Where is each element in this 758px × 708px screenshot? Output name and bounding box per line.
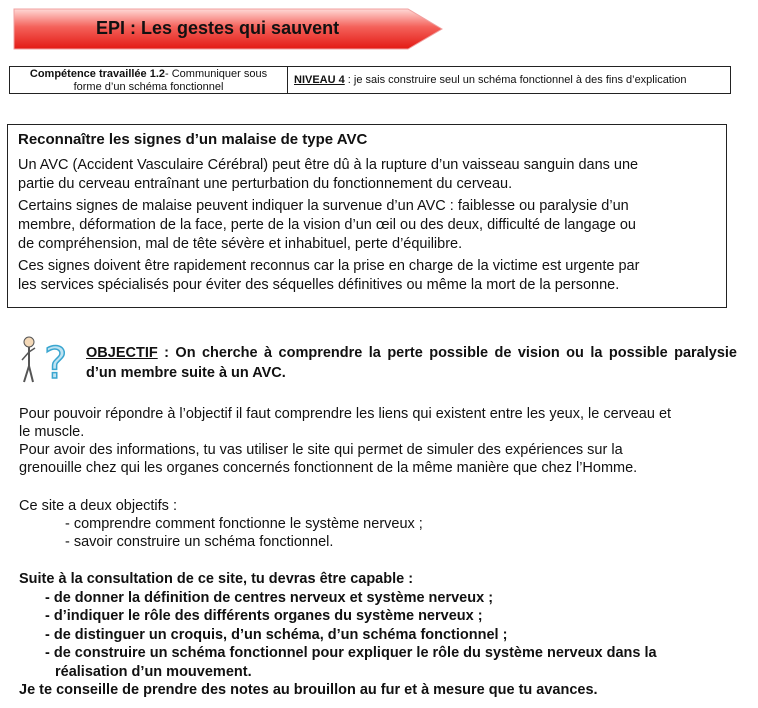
objective-label: OBJECTIF — [86, 345, 158, 361]
competence-cell — [10, 67, 288, 93]
site-heading: Ce site a deux objectifs : — [19, 498, 177, 514]
thinking-person-icon — [18, 334, 80, 386]
competence-text: - Communiquer sous — [165, 68, 268, 80]
capability-item-4-cont: réalisation d’un mouvement. — [55, 663, 252, 680]
capability-item-1: - de donner la définition de centres nerveux et système nerveux ; — [45, 589, 494, 606]
avc-paragraph-3 — [18, 257, 716, 295]
avc-p2-line2: membre, déformation de la face, perte de la vision d’un œil ou des deux, difficulté de langage ou — [18, 217, 636, 233]
capability-item-2: - d’indiquer le rôle des différents organes du système nerveux ; — [45, 608, 483, 624]
avc-p3-line1: Ces signes doivent être rapidement reconnus car la prise en charge de la victime est urgente par — [18, 258, 640, 274]
intro-line4: grenouille chez qui les organes concernés fonctionnent de la même manière que chez l’Homme. — [19, 460, 638, 476]
advice-text: Je te conseille de prendre des notes au brouillon au fur et à mesure que tu avances. — [19, 682, 598, 698]
intro-paragraph — [19, 405, 741, 477]
avc-p1-line1: Un AVC (Accident Vasculaire Cérébral) peut être dû à la rupture d’un vaisseau sanguin dans une — [18, 157, 639, 173]
avc-p1-line2: partie du cerveau entraînant une perturbation du fonctionnement du cerveau. — [18, 176, 513, 192]
objective-text — [86, 343, 737, 383]
intro-line1: Pour pouvoir répondre à l’objectif il faut comprendre les liens qui existent entre les yeux, le cerveau et — [19, 406, 672, 422]
competence-table — [9, 66, 731, 94]
capability-item-4: - de construire un schéma fonctionnel pour expliquer le rôle du système nerveux dans la — [45, 645, 657, 661]
page-title: EPI : Les gestes qui sauvent — [96, 18, 340, 38]
title-banner — [12, 6, 444, 52]
intro-line3: Pour avoir des informations, tu vas utiliser le site qui permet de simuler des expériences sur la — [19, 442, 623, 458]
intro-line2: le muscle. — [19, 424, 85, 440]
avc-paragraph-1 — [18, 156, 716, 194]
avc-title: Reconnaître les signes d’un malaise de type AVC — [18, 131, 368, 148]
avc-p2-line1: Certains signes de malaise peuvent indiquer la survenue d’un AVC : faiblesse ou paralysie d’un — [18, 198, 629, 214]
svg-text:?: ? — [44, 338, 68, 386]
competence-text-2: forme d’un schéma fonctionnel — [73, 81, 224, 93]
capability-item-3: - de distinguer un croquis, d’un schéma, d’un schéma fonctionnel ; — [45, 626, 508, 643]
avc-p2-line3: de compréhension, mal de tête sévère et inhabituel, perte d’équilibre. — [18, 236, 463, 252]
level-text: : je sais construire seul un schéma fonctionnel à des fins d’explication — [344, 74, 687, 86]
objective-body: : On cherche à comprendre la perte possible de vision ou la possible paralysie d’un membre suite à un AVC. — [86, 345, 737, 381]
avc-info-box — [7, 124, 727, 308]
site-item-2: - savoir construire un schéma fonctionnel. — [65, 534, 334, 550]
level-cell — [288, 67, 730, 93]
competence-label: Compétence travaillée 1.2 — [29, 68, 166, 80]
level-label: NIVEAU 4 — [294, 74, 345, 86]
avc-p3-line2: les services spécialisés pour éviter des séquelles définitives ou même la mort de la personne. — [18, 277, 620, 293]
site-item-1: - comprendre comment fonctionne le système nerveux ; — [65, 516, 423, 532]
capabilities-list — [19, 570, 737, 700]
capabilities-heading: Suite à la consultation de ce site, tu devras être capable : — [19, 571, 414, 587]
avc-paragraph-2 — [18, 197, 716, 254]
site-objectives — [19, 497, 741, 551]
